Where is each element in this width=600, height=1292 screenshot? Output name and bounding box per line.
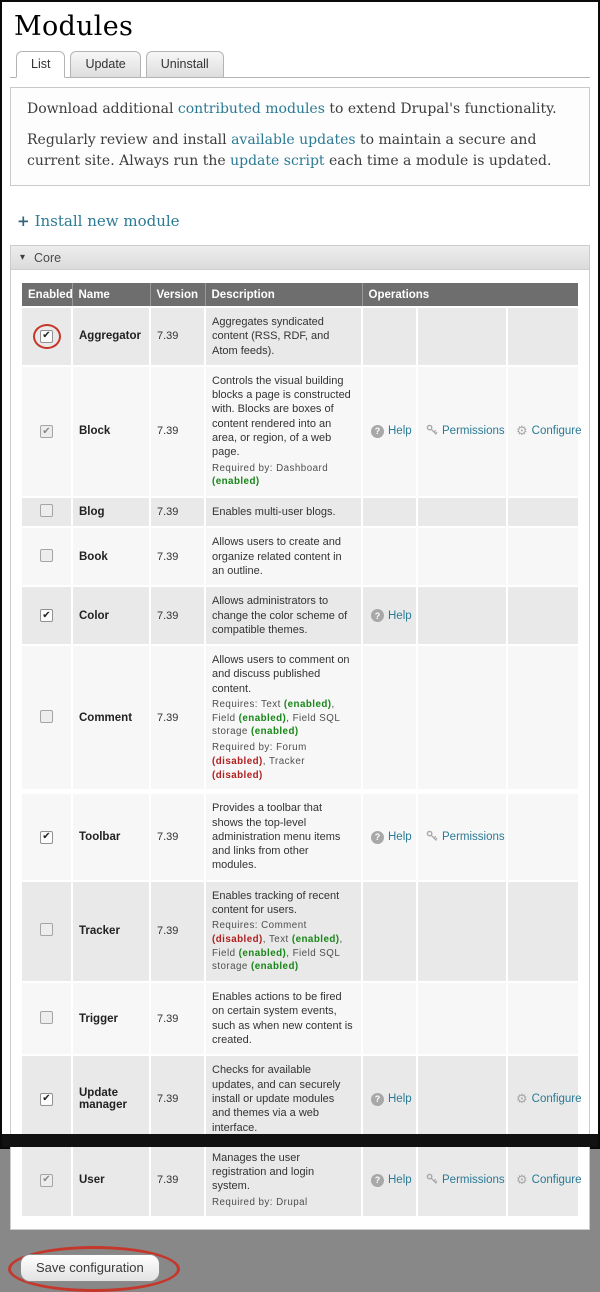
install-new-module-row [17,212,598,230]
operation-cell [507,497,578,527]
enabled-status: (enabled) [238,712,287,724]
module-row [22,366,578,497]
header-operations: Operations [362,283,578,307]
module-version: 7.39 [150,586,205,645]
operation-cell [362,982,417,1055]
tab-list[interactable]: List [16,51,65,78]
module-enabled-checkbox[interactable]: ✔ [40,831,53,844]
description-text: Allows users to create and organize related content in an outline. [212,536,342,577]
fieldset-legend-label: Core [34,250,62,265]
operation-cell [507,307,578,366]
enabled-cell [22,497,72,527]
module-name: Comment [72,645,150,792]
module-description [205,645,362,792]
help-icon: ? [371,831,384,844]
module-name: Book [72,527,150,586]
module-version: 7.39 [150,982,205,1055]
module-description [205,366,362,497]
gear-icon: ⚙ [516,423,528,439]
operation-cell [417,366,507,497]
intro-paragraph-1 [27,99,573,120]
gear-icon: ⚙ [516,1091,528,1107]
module-description [205,527,362,586]
operation-cell [507,586,578,645]
module-row [22,982,578,1055]
description-text: Controls the visual building blocks a page is constructed with. Blocks are boxes of content rendered into an area, or region, of a web page. [212,374,351,459]
operation-cell [507,881,578,982]
module-name: Color [72,586,150,645]
tab-bar [10,50,590,78]
help-icon: ? [371,1174,384,1187]
configure-operation [516,1093,582,1106]
description-text: Allows users to comment on and discuss published content. [212,654,350,695]
module-enabled-checkbox[interactable]: ✔ [40,1093,53,1106]
module-enabled-checkbox: ✔ [40,425,53,438]
operation-cell [417,497,507,527]
enabled-cell [22,366,72,497]
update-script-link[interactable]: update script [230,153,325,169]
key-icon [426,424,438,439]
module-version: 7.39 [150,497,205,527]
help-link[interactable]: Help [388,831,412,843]
module-enabled-checkbox[interactable] [40,504,53,517]
operation-cell [507,366,582,497]
dependency-text: , Field SQL storage [212,947,340,973]
operation-cell [417,1055,507,1142]
operation-cell [417,586,507,645]
operation-cell [362,307,417,366]
module-name: Toolbar [72,792,150,881]
enabled-cell [22,586,72,645]
dependency-note [212,1196,355,1210]
description-text: Provides a toolbar that shows the top-level administration menu items and links from other modules. [212,802,341,872]
enabled-status: (enabled) [291,934,340,946]
enabled-cell [22,881,72,982]
configure-link[interactable]: Configure [531,1093,582,1106]
module-enabled-checkbox[interactable] [40,710,53,723]
enabled-cell [22,1055,72,1142]
module-name: Trigger [72,982,150,1055]
intro-text: to maintain a secure and current site. Always run the [27,132,537,169]
module-row [22,586,578,645]
help-operation [371,609,412,622]
header-enabled: Enabled [22,283,72,307]
module-row [22,527,578,586]
description-text: Enables multi-user blogs. [212,506,336,519]
module-row [22,1143,578,1217]
permissions-operation [426,830,505,845]
annotation-ellipse [8,1246,180,1292]
help-icon: ? [371,1093,384,1106]
module-version: 7.39 [150,645,205,792]
enabled-status: (enabled) [212,476,260,488]
operation-cell [507,1055,582,1142]
gear-icon: ⚙ [516,1172,528,1188]
operation-cell [362,1055,417,1142]
configure-operation [516,425,582,438]
table-header-row [22,283,578,307]
dependency-text: , Text [262,934,292,946]
help-operation [371,831,412,844]
operation-cell [362,366,417,497]
save-row [8,1246,598,1292]
module-version: 7.39 [150,792,205,881]
module-description [205,307,362,366]
help-icon: ? [371,425,384,438]
operation-cell [507,1143,582,1217]
annotation-circle [33,324,61,349]
help-operation [371,425,412,438]
dependency-text: , Field [212,934,343,959]
module-name: Blog [72,497,150,527]
intro-text: each time a module is updated. [324,153,552,169]
module-description [205,1055,362,1142]
intro-paragraph-2 [27,130,573,172]
module-name: Aggregator [72,307,150,366]
dependency-text: Required by: Forum [212,742,307,754]
intro-text: Regularly review and install [27,132,232,148]
plus-icon: + [17,212,30,230]
enabled-status: (enabled) [251,726,299,738]
contributed-modules-link[interactable]: contributed modules [177,101,325,117]
module-row [22,881,578,982]
dependency-text: Requires: Text [212,699,284,711]
module-enabled-checkbox[interactable]: ✔ [40,330,53,343]
operation-cell [417,982,507,1055]
enabled-cell [22,527,72,586]
dependency-text: , Tracker [262,755,305,767]
configure-link[interactable]: Configure [531,1174,582,1187]
module-enabled-checkbox[interactable] [40,1011,53,1024]
description-text: Checks for available updates, and can securely install or update modules and themes via a web interface. [212,1064,341,1134]
dependency-note [212,919,355,974]
tab-uninstall[interactable]: Uninstall [146,51,224,78]
module-enabled-checkbox[interactable] [40,923,53,936]
help-operation [371,1093,412,1106]
module-version: 7.39 [150,881,205,982]
module-version: 7.39 [150,1143,205,1217]
operation-cell [417,527,507,586]
key-icon [426,830,438,845]
intro-text: to extend Drupal's functionality. [324,101,557,117]
dependency-text: , Field SQL storage [212,712,340,738]
core-fieldset [10,245,590,1230]
dependency-note [212,698,355,739]
description-text: Manages the user registration and login system. [212,1151,315,1193]
page-title: Modules [14,11,134,42]
enabled-status: (enabled) [283,699,332,711]
enabled-status: (enabled) [238,947,287,959]
install-new-module-link[interactable]: Install new module [34,212,180,230]
disabled-status: (disabled) [212,755,263,767]
module-description [205,497,362,527]
operation-cell [362,586,417,645]
enabled-cell [22,645,72,792]
operation-cell [507,792,578,881]
module-row [22,645,578,792]
module-description [205,881,362,982]
header-description: Description [205,283,362,307]
permissions-operation [426,424,505,439]
operation-cell [417,792,507,881]
collapse-arrow-icon: ▾ [20,252,26,263]
module-row [22,1055,578,1142]
module-enabled-checkbox[interactable]: ✔ [40,609,53,622]
operation-cell [362,497,417,527]
module-version: 7.39 [150,527,205,586]
module-name: User [72,1143,150,1217]
dependency-note [212,741,355,782]
configure-operation [516,1174,582,1187]
dependency-text: Required by: Dashboard [212,462,329,474]
permissions-link[interactable]: Permissions [442,1174,505,1187]
header-version: Version [150,283,205,307]
available-updates-link[interactable]: available updates [231,132,356,148]
help-icon: ? [371,609,384,622]
module-description [205,982,362,1055]
module-description [205,1143,362,1217]
operation-cell [507,527,578,586]
permissions-link[interactable]: Permissions [442,831,505,843]
module-enabled-checkbox: ✔ [40,1174,53,1187]
bottom-bar [2,1134,598,1147]
module-name: Block [72,366,150,497]
intro-text: Download additional [27,101,178,117]
help-link[interactable]: Help [388,1174,412,1187]
help-operation [371,1174,412,1187]
operation-cell [507,982,578,1055]
description-text: Enables actions to be fired on certain system events, such as when new content is created. [212,991,353,1047]
module-row [22,307,578,366]
module-enabled-checkbox[interactable] [40,549,53,562]
help-link[interactable]: Help [388,1093,412,1106]
tab-update[interactable]: Update [70,51,140,78]
description-text: Aggregates syndicated content (RSS, RDF, and Atom feeds). [212,316,330,357]
dependency-note [212,462,355,489]
module-description [205,792,362,881]
key-icon [426,1173,438,1188]
module-version: 7.39 [150,1055,205,1142]
module-row [22,792,578,881]
operation-cell [417,1143,507,1217]
operation-cell [362,527,417,586]
enabled-cell [22,1143,72,1217]
operation-cell [417,881,507,982]
description-text: Enables tracking of recent content for users. [212,889,340,917]
help-link[interactable]: Help [388,425,412,438]
operation-cell [417,645,507,792]
permissions-link[interactable]: Permissions [442,425,505,438]
enabled-cell [22,982,72,1055]
module-description [205,586,362,645]
operation-cell [362,1143,417,1217]
modules-table [22,283,582,1216]
module-name: Update manager [72,1055,150,1142]
header-name: Name [72,283,150,307]
description-text: Allows administrators to change the color scheme of compatible themes. [212,595,348,636]
operation-cell [362,792,417,881]
help-link[interactable]: Help [388,609,412,622]
module-row [22,497,578,527]
dependency-text: , Field [212,699,335,724]
core-fieldset-legend[interactable] [11,246,589,270]
module-version: 7.39 [150,307,205,366]
save-configuration-button[interactable]: Save configuration [20,1254,160,1282]
dependency-text: Requires: Comment [212,920,307,932]
operation-cell [417,307,507,366]
operation-cell [362,881,417,982]
operation-cell [507,645,578,792]
intro-box [10,87,590,186]
enabled-cell [22,792,72,881]
enabled-cell [22,307,72,366]
module-name: Tracker [72,881,150,982]
dependency-text: Required by: Drupal [212,1196,308,1208]
enabled-status: (enabled) [251,961,299,973]
disabled-status: (disabled) [212,769,263,781]
configure-link[interactable]: Configure [531,425,582,438]
permissions-operation [426,1173,505,1188]
module-version: 7.39 [150,366,205,497]
disabled-status: (disabled) [212,934,263,946]
operation-cell [362,645,417,792]
